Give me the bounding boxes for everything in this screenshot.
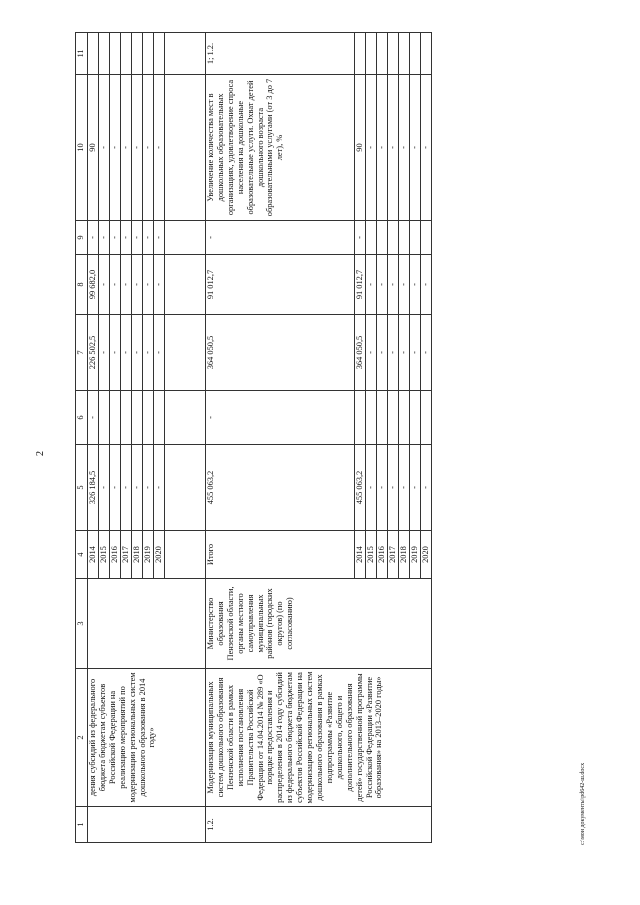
total-cell: -	[132, 445, 143, 531]
indicator-value-cell: -	[143, 75, 154, 221]
regional-budget-cell: -	[88, 391, 99, 445]
local-budget-cell: -	[132, 255, 143, 315]
footer-file-path: c:\мои документы\pd642-ш.docx	[580, 762, 586, 845]
local-budget-cell: -	[99, 255, 110, 315]
other-sources-cell: -	[206, 221, 355, 255]
indicator-value-cell: -	[154, 75, 165, 221]
item-number-cell: 1.2.	[206, 807, 432, 843]
local-budget-cell: 99 682,0	[88, 255, 99, 315]
regional-budget-cell	[99, 391, 110, 445]
activity-name-cell: Модернизация муниципальных систем дошкольного образования Пензенской области в рамках исполнения постановления Правительства Российской Федерации от 14.04.2014 № 289 «О порядке предоставления и распределения в 2014 году субсидий из федерального бюджета бюджетам субъектов Российской Федерации на модернизацию региональных систем дошкольного образования в рамках подпрограммы «Развитие дошкольного, общего и дополнительного образования детей» государственной программы Российской Федерации «Развитие образования» на 2013–2020 годы»	[206, 669, 432, 807]
year-cell: 2020	[154, 531, 165, 579]
regional-budget-cell	[410, 391, 421, 445]
link-cell	[399, 33, 410, 75]
col-header-10: 10	[76, 75, 88, 221]
table-row	[88, 33, 99, 843]
total-cell: -	[99, 445, 110, 531]
federal-budget-cell: -	[377, 315, 388, 391]
other-sources-cell: -	[110, 221, 121, 255]
indicator-value-cell: 90	[355, 75, 366, 221]
regional-budget-cell	[377, 391, 388, 445]
link-cell	[110, 33, 121, 75]
federal-budget-cell: 226 502,5	[88, 315, 99, 391]
regional-budget-cell	[110, 391, 121, 445]
total-cell: -	[154, 445, 165, 531]
local-budget-cell: -	[143, 255, 154, 315]
federal-budget-cell: 364 050,5	[355, 315, 366, 391]
local-budget-cell: -	[121, 255, 132, 315]
federal-budget-cell: -	[132, 315, 143, 391]
other-sources-cell: -	[121, 221, 132, 255]
federal-budget-cell: -	[410, 315, 421, 391]
local-budget-cell: 91 012,7	[206, 255, 355, 315]
total-cell: -	[366, 445, 377, 531]
col-header-2: 2	[76, 669, 88, 807]
total-cell: -	[388, 445, 399, 531]
year-cell: 2015	[366, 531, 377, 579]
federal-budget-cell: -	[143, 315, 154, 391]
other-sources-cell: -	[132, 221, 143, 255]
indicator-value-cell: -	[399, 75, 410, 221]
indicator-value-cell: -	[377, 75, 388, 221]
executor-cell: Министерство образования Пензенской области, органы местного самоуправления муниципальных районов (городских округов) (по согласованию)	[206, 579, 432, 669]
year-cell: 2014	[88, 531, 99, 579]
program-activities-table	[75, 32, 432, 843]
total-cell: 455 063,2	[355, 445, 366, 531]
year-cell: 2020	[421, 531, 432, 579]
link-cell	[366, 33, 377, 75]
col-header-3: 3	[76, 579, 88, 669]
total-cell: -	[377, 445, 388, 531]
indicator-value-cell: -	[410, 75, 421, 221]
link-cell: 1; 1.2.	[206, 33, 355, 75]
link-cell	[355, 33, 366, 75]
regional-budget-cell: -	[206, 391, 355, 445]
total-cell: 326 184,5	[88, 445, 99, 531]
federal-budget-cell: -	[110, 315, 121, 391]
regional-budget-cell	[121, 391, 132, 445]
executor-cell	[88, 579, 206, 669]
col-header-11: 11	[76, 33, 88, 75]
link-cell	[154, 33, 165, 75]
regional-budget-cell	[366, 391, 377, 445]
year-cell: 2017	[121, 531, 132, 579]
year-cell: 2017	[388, 531, 399, 579]
total-label-cell: Итого	[206, 531, 355, 579]
other-sources-cell	[366, 221, 377, 255]
indicator-value-cell: -	[99, 75, 110, 221]
link-cell	[421, 33, 432, 75]
col-header-8: 8	[76, 255, 88, 315]
year-cell: 2018	[132, 531, 143, 579]
indicator-value-cell: -	[132, 75, 143, 221]
year-cell: 2019	[143, 531, 154, 579]
other-sources-cell	[399, 221, 410, 255]
activity-name-cell: дения субсидий из федерального бюджета бюджетам субъектов Российской Федерации на реализацию мероприятий по модернизации региональных систем дошкольного образования в 2014 году»	[88, 669, 206, 807]
other-sources-cell: -	[99, 221, 110, 255]
col-header-5: 5	[76, 445, 88, 531]
link-cell	[388, 33, 399, 75]
local-budget-cell: 91 012,7	[355, 255, 366, 315]
year-cell: 2019	[410, 531, 421, 579]
col-header-9: 9	[76, 221, 88, 255]
col-header-4: 4	[76, 531, 88, 579]
indicator-value-cell: -	[121, 75, 132, 221]
total-cell: -	[399, 445, 410, 531]
other-sources-cell	[388, 221, 399, 255]
local-budget-cell: -	[388, 255, 399, 315]
indicator-value-cell: 90	[88, 75, 99, 221]
federal-budget-cell: -	[388, 315, 399, 391]
local-budget-cell: -	[154, 255, 165, 315]
local-budget-cell: -	[110, 255, 121, 315]
other-sources-cell: -	[143, 221, 154, 255]
total-cell: 455 063,2	[206, 445, 355, 531]
indicator-value-cell: -	[110, 75, 121, 221]
local-budget-cell: -	[377, 255, 388, 315]
indicator-value-cell: -	[366, 75, 377, 221]
regional-budget-cell	[355, 391, 366, 445]
regional-budget-cell	[421, 391, 432, 445]
link-cell	[99, 33, 110, 75]
total-cell: -	[410, 445, 421, 531]
year-cell: 2015	[99, 531, 110, 579]
other-sources-cell: -	[355, 221, 366, 255]
other-sources-cell	[421, 221, 432, 255]
local-budget-cell: -	[421, 255, 432, 315]
regional-budget-cell	[399, 391, 410, 445]
federal-budget-cell: 364 050,5	[206, 315, 355, 391]
total-cell: -	[110, 445, 121, 531]
federal-budget-cell: -	[399, 315, 410, 391]
table-row	[206, 33, 355, 843]
year-cell: 2016	[110, 531, 121, 579]
regional-budget-cell	[154, 391, 165, 445]
other-sources-cell: -	[154, 221, 165, 255]
other-sources-cell	[377, 221, 388, 255]
year-cell: 2014	[355, 531, 366, 579]
col-header-1: 1	[76, 807, 88, 843]
link-cell	[410, 33, 421, 75]
local-budget-cell: -	[399, 255, 410, 315]
federal-budget-cell: -	[121, 315, 132, 391]
link-cell	[377, 33, 388, 75]
total-cell: -	[121, 445, 132, 531]
total-cell: -	[421, 445, 432, 531]
col-header-6: 6	[76, 391, 88, 445]
other-sources-cell: -	[88, 221, 99, 255]
federal-budget-cell: -	[366, 315, 377, 391]
local-budget-cell: -	[410, 255, 421, 315]
federal-budget-cell: -	[421, 315, 432, 391]
federal-budget-cell: -	[154, 315, 165, 391]
year-cell: 2016	[377, 531, 388, 579]
link-cell	[132, 33, 143, 75]
year-cell: 2018	[399, 531, 410, 579]
rotated-table-container	[75, 33, 595, 843]
page-number: 2	[35, 451, 46, 456]
column-number-row	[76, 33, 88, 843]
regional-budget-cell	[143, 391, 154, 445]
local-budget-cell: -	[366, 255, 377, 315]
indicator-cell: Увеличение количества мест в дошкольных образовательных организациях, удовлетворение спроса населения на дошкольные образовательные услуги. Охват детей дошкольного возраста образовательными услугами (от 3 до 7 лет), %	[206, 75, 355, 221]
regional-budget-cell	[132, 391, 143, 445]
indicator-value-cell: -	[421, 75, 432, 221]
link-cell	[143, 33, 154, 75]
link-cell	[121, 33, 132, 75]
regional-budget-cell	[388, 391, 399, 445]
item-number-cell	[88, 807, 206, 843]
indicator-value-cell: -	[388, 75, 399, 221]
link-cell	[88, 33, 99, 75]
col-header-7: 7	[76, 315, 88, 391]
total-cell: -	[143, 445, 154, 531]
federal-budget-cell: -	[99, 315, 110, 391]
other-sources-cell	[410, 221, 421, 255]
